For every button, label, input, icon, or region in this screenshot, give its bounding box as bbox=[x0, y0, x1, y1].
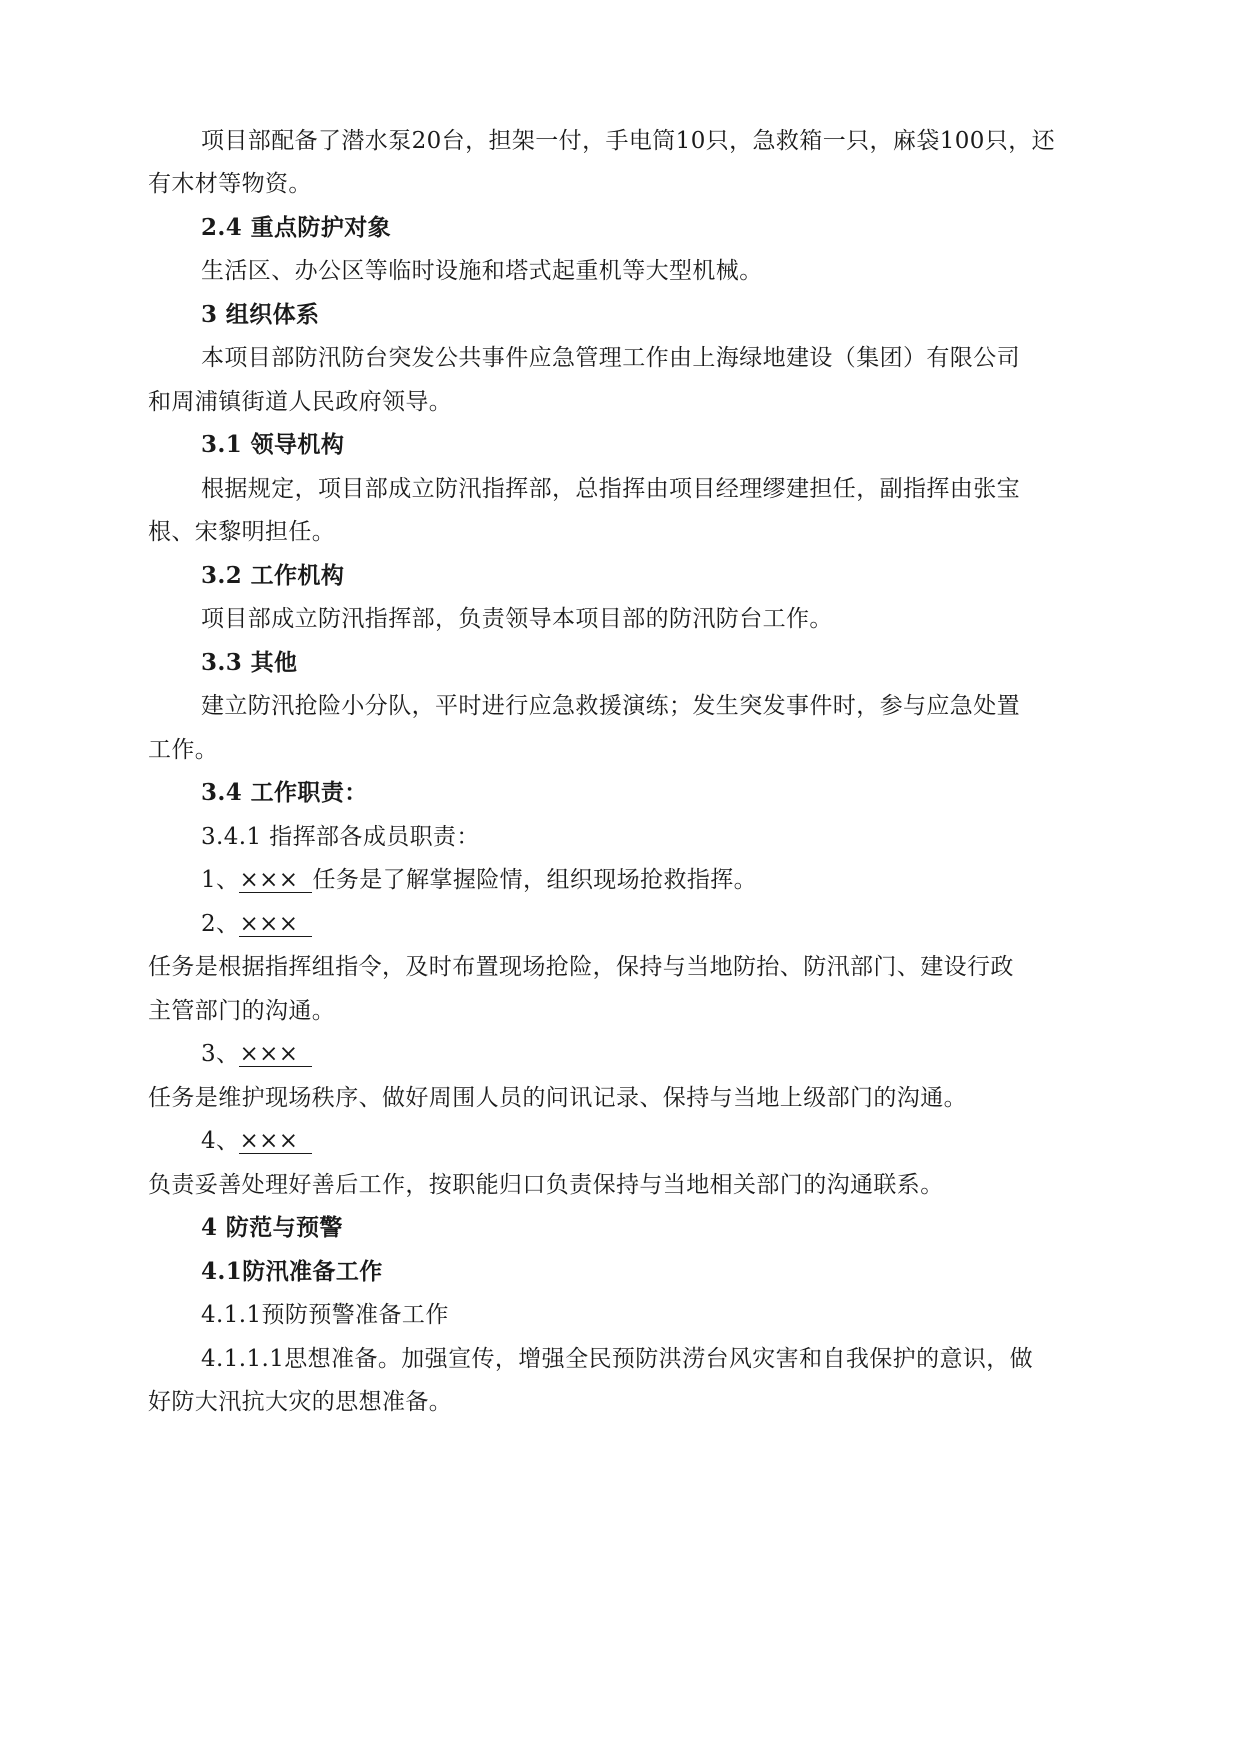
body-paragraph-line: 主管部门的沟通。 bbox=[148, 998, 336, 1024]
member-name-placeholder: ××× bbox=[239, 1129, 312, 1154]
item-number: 3、 bbox=[201, 1041, 240, 1067]
body-paragraph-line: 任务是根据指挥组指令，及时布置现场抢险，保持与当地防抬、防汛部门、建设行政 bbox=[148, 954, 1014, 980]
subsection-heading: 4.1.1预防预警准备工作 bbox=[201, 1302, 449, 1328]
item-number: 1、 bbox=[201, 867, 240, 893]
member-name-placeholder: ××× bbox=[239, 1042, 312, 1067]
item-number: 2、 bbox=[201, 911, 240, 937]
body-paragraph-line: 本项目部防汛防台突发公共事件应急管理工作由上海绿地建设（集团）有限公司 bbox=[201, 345, 1020, 371]
body-paragraph-line: 根、宋黎明担任。 bbox=[148, 519, 336, 545]
section-heading: 2.4 重点防护对象 bbox=[201, 214, 392, 241]
body-paragraph-line: 和周浦镇街道人民政府领导。 bbox=[148, 389, 453, 415]
member-name-placeholder: ××× bbox=[239, 912, 312, 937]
body-paragraph-line: 4.1.1.1思想准备。加强宣传，增强全民预防洪涝台风灾害和自我保护的意识，做 bbox=[201, 1346, 1034, 1372]
item-number: 4、 bbox=[201, 1128, 240, 1154]
section-heading: 3.3 其他 bbox=[201, 649, 298, 676]
body-paragraph-line: 生活区、办公区等临时设施和塔式起重机等大型机械。 bbox=[201, 258, 763, 284]
body-paragraph-line: 根据规定，项目部成立防汛指挥部，总指挥由项目经理缪建担任，副指挥由张宝 bbox=[201, 476, 1020, 502]
body-paragraph-line: 任务是维护现场秩序、做好周围人员的问讯记录、保持与当地上级部门的沟通。 bbox=[148, 1085, 967, 1111]
member-name-placeholder: ××× bbox=[239, 868, 312, 893]
duty-text: 任务是了解掌握险情，组织现场抢救指挥。 bbox=[312, 867, 758, 893]
body-paragraph-line: 负责妥善处理好善后工作，按职能归口负责保持与当地相关部门的沟通联系。 bbox=[148, 1172, 944, 1198]
section-heading: 4 防范与预警 bbox=[201, 1214, 343, 1241]
section-heading: 3.4 工作职责： bbox=[201, 779, 368, 806]
section-heading: 4.1防汛准备工作 bbox=[201, 1258, 383, 1285]
section-heading: 3.2 工作机构 bbox=[201, 562, 345, 589]
member-duty-item bbox=[201, 1126, 312, 1156]
body-paragraph-line: 建立防汛抢险小分队，平时进行应急救援演练；发生突发事件时，参与应急处置 bbox=[201, 693, 1020, 719]
member-duty-item bbox=[201, 1039, 312, 1069]
body-paragraph-line: 有木材等物资。 bbox=[148, 171, 312, 197]
body-paragraph-line: 好防大汛抗大灾的思想准备。 bbox=[148, 1389, 453, 1415]
member-duty-item bbox=[201, 865, 757, 895]
member-duty-item bbox=[201, 909, 312, 939]
subsection-heading: 3.4.1 指挥部各成员职责： bbox=[201, 824, 480, 850]
section-heading: 3.1 领导机构 bbox=[201, 431, 345, 458]
section-heading: 3 组织体系 bbox=[201, 301, 320, 328]
body-paragraph-line: 项目部配备了潜水泵20台，担架一付，手电筒10只，急救箱一只，麻袋100只，还 bbox=[201, 128, 1056, 154]
body-paragraph-line: 工作。 bbox=[148, 737, 219, 763]
body-paragraph-line: 项目部成立防汛指挥部，负责领导本项目部的防汛防台工作。 bbox=[201, 606, 833, 632]
